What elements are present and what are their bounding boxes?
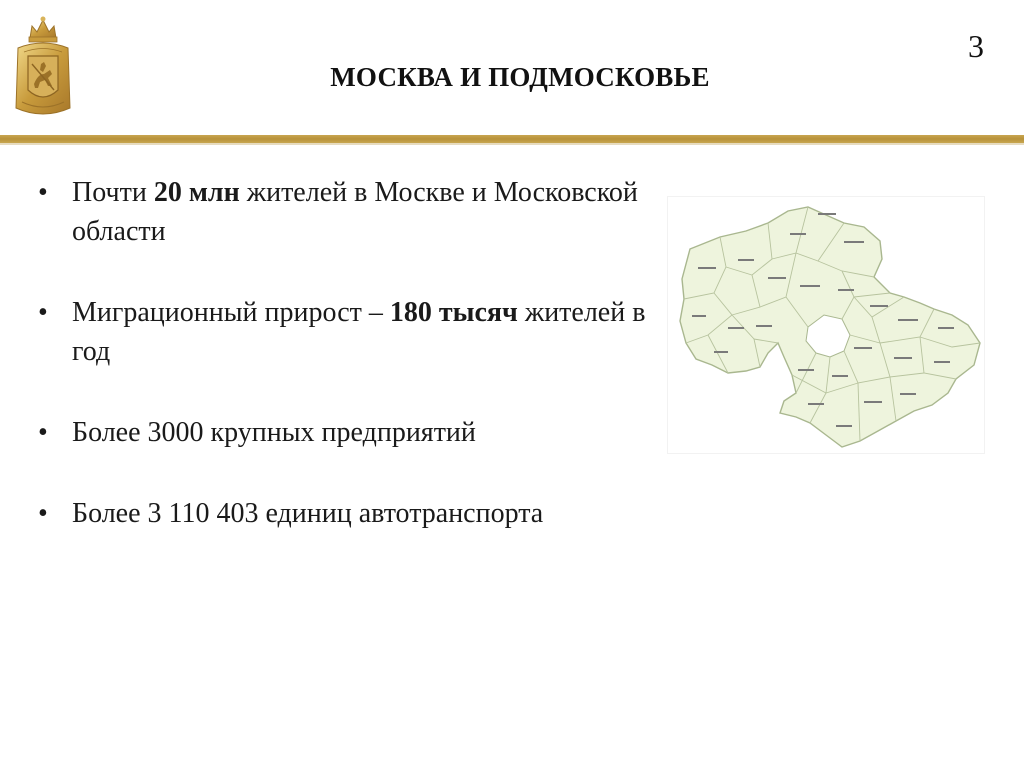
- bullet-text-pre: Миграционный прирост –: [72, 297, 390, 328]
- bullet-dot-icon: •: [38, 498, 48, 529]
- bullet-dot-icon: •: [38, 417, 48, 448]
- bullet-text-bold: 180 тысяч: [389, 297, 518, 328]
- moscow-region-map-image: [668, 197, 984, 453]
- title-divider: [0, 135, 1024, 143]
- bullet-list: [34, 173, 654, 575]
- bullet-text-pre: Более 3 110 403 единиц автотранспорта: [72, 498, 544, 529]
- bullet-dot-icon: •: [38, 297, 48, 328]
- bullet-text-post: жителей в Москве и Московской области: [72, 177, 638, 247]
- bullet-item: [34, 494, 654, 533]
- bullet-text-post: жителей в год: [72, 297, 646, 367]
- bullet-text-bold: 20 млн: [153, 177, 240, 208]
- slide-number: 3: [968, 28, 984, 64]
- bullet-item: [34, 173, 654, 251]
- bullet-item: [34, 413, 654, 452]
- bullet-text-pre: Почти: [72, 177, 154, 208]
- slide-title: МОСКВА И ПОДМОСКОВЬЕ: [330, 62, 710, 92]
- bullet-dot-icon: •: [38, 177, 48, 208]
- title-divider-shadow: [0, 143, 1024, 145]
- bullet-item: [34, 293, 654, 371]
- bullet-text-pre: Более 3000 крупных предприятий: [72, 417, 476, 448]
